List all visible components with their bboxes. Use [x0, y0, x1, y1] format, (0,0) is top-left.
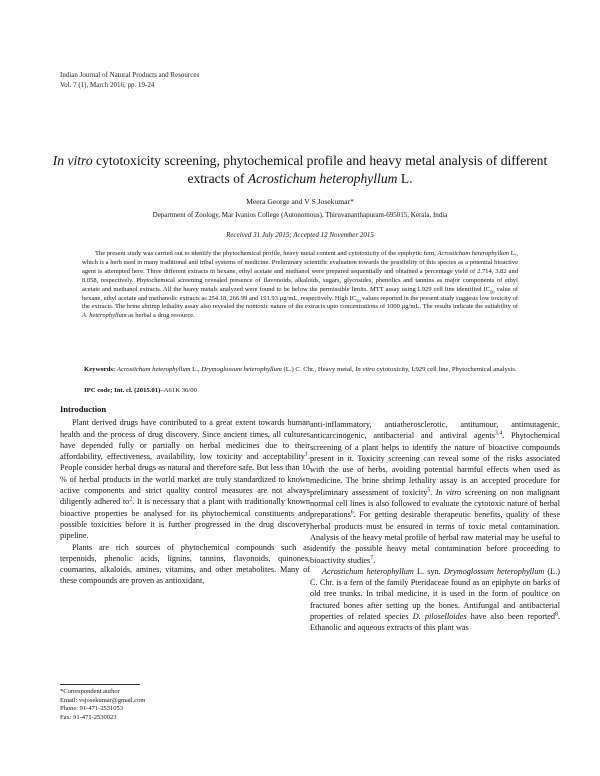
affiliation: Department of Zoology, Mar Ivanios College (Autonomous), Thiruvananthapuram-695015, Kerala, India — [152, 211, 448, 219]
paragraph: Plants are rich sources of phytochemical compounds such as terpenoids, phenolic acids, lignins, tannins, flavonoids, quinones, coumarins, alkaloids, amines, vitamins, and other metabolites. Many of these compounds are proven as antioxidant, — [60, 542, 310, 586]
abstract-subscript: 50 — [355, 297, 361, 303]
section-heading-introduction: Introduction — [60, 404, 107, 414]
keyword-sep: L., — [190, 366, 202, 373]
abstract-species: Acrostichum heterophyllum — [437, 250, 510, 257]
paragraph-text: . People consider herbal drugs as natural and therefore safe. But less than 10 % of herbal products in the world market are truly standardized to known active components and strict quality control measures are not always diligently adhered to — [60, 452, 310, 507]
paragraph-text: . Phytochemical screening of a plant helps to identify the nature of bioactive compounds present in it. Toxicity screening can reveal some of the risks associated with the use of herbs, avoiding potential harmful effects when used as medicine. The brine shrimp lethality assay is an accepted procedure for preliminary assessment of toxicity — [310, 431, 560, 497]
title-tail: L. — [397, 171, 413, 186]
footnote-email: Email: vsjosekumar@gmail.com — [60, 696, 146, 704]
paper-title — [50, 152, 550, 188]
keyword: Acrostichum heterophyllum — [116, 366, 191, 373]
paragraph — [60, 417, 310, 541]
journal-volume: Vol. 7 (1), March 2016, pp. 19-24 — [60, 80, 155, 89]
citation: 3,4 — [494, 430, 503, 437]
paragraph — [310, 566, 560, 634]
title-text: cytotoxicity screening, phytochemical profile and heavy metal analysis of different extracts of — [92, 153, 548, 186]
citation: 2 — [129, 496, 133, 503]
abstract-text: value of hexane, ethyl acetate and methanolic extracts as 254.18, 266.99 and 191.93 µg/mL, respectively. High IC — [82, 285, 518, 302]
footnote — [60, 688, 145, 722]
received-dates: Received 31 July 2015; Accepted 12 November 2015 — [226, 231, 374, 239]
footnote-phone: Phone: 91-471-2531053 — [60, 705, 124, 712]
paragraph-text: . Ethanolic and aqueous extracts of this plant was — [310, 612, 560, 633]
paragraph-text: . For getting desirable therapeutic benefits, quality of these herbal products must be ensured in terms of toxic metal contamination. Analysis of the heavy metal profile of herbal raw material may be useful to identify the possible heavy metal contamination before proceeding to bioactivity studies — [310, 510, 560, 565]
left-column — [60, 404, 310, 587]
abstract-text: The present study was carried out to identify the phytochemical profile, heavy metal content and cytotoxicity of the epiphytic fern, — [95, 250, 438, 257]
paragraph-italic: Drymoglossum heterophyllum — [443, 566, 545, 576]
citation: 1 — [305, 451, 308, 458]
paragraph-text: (L.) C. Chr. is a fern of the family Pteridaceae found as an epiphyte on barks of old tree trunks. In tribal medicine, it is used in the form of poultice on fractured bones after setting up the bones. Antifungal and antibacterial properties of related species — [310, 566, 561, 622]
paragraph — [310, 419, 560, 566]
right-column — [310, 419, 560, 634]
paragraph-text: . It is necessary that a plant with traditionally known bioactive properties be analysed for its phytochemical constituents and possible toxicities before it is further progressed in the drug discovery pipeline. — [60, 497, 310, 541]
paragraph-text: screening on non malignant normal cell lines is also followed to evaluate the cytotoxic nature of herbal preparations — [310, 487, 560, 520]
keyword: cytotoxicity, L929 cell line, Phytochemical analysis. — [374, 366, 517, 373]
abstract-subscript: 50 — [489, 288, 495, 294]
citation: 6 — [350, 509, 354, 516]
footnote-divider — [60, 684, 140, 685]
journal-name: Indian Journal of Natural Products and Resources — [60, 71, 200, 79]
keyword: Drymoglossum heterophyllum — [201, 366, 282, 373]
citation: 7 — [370, 554, 374, 561]
citation: 5 — [427, 487, 431, 494]
keyword: (L.) C. Chr., Heavy metal, — [281, 366, 356, 373]
paragraph-italic: D. piloselloides — [412, 612, 467, 622]
paragraph-text: . — [373, 555, 376, 565]
paragraph-text: have also been reported — [466, 612, 556, 622]
journal-header — [60, 71, 199, 90]
paragraph-italic: In vitro — [435, 487, 462, 497]
title-italic-lead: In vitro — [52, 153, 93, 168]
abstract-text: L., which is a herb used in many traditional and tribal systems of medicine. Preliminary scientific evaluation towards the possibility of this species as a potential bioactive agent is attempted here. Three different extracts in hexane, ethyl acetate and methanol were prepared sequentially and obtained a percentage yield of 2.714, 3.82 and 8.058, respectively. Phytochemical screening revealed presence of flavonoids, alkaloids, sugars, glycosides, phenolics and tannins as major components of ethyl acetate and methanol extracts. All the heavy metals analyzed were found to be below the permissible limits. MTT assay using L929 cell line identified IC — [82, 250, 518, 293]
citation: 8 — [555, 611, 558, 618]
paragraph-text: L. syn. — [413, 566, 444, 576]
abstract — [82, 250, 518, 321]
paragraph-text: anti-inflammatory, antiatherosclerotic, antitumour, antimutagenic, anticarcinogenic, antibacterial and antiviral agents — [310, 420, 560, 441]
footnote-fax: Fax: 91-471-2530023 — [60, 713, 117, 721]
title-species: Acrostichum heterophyllum — [247, 171, 398, 186]
ipc-label: IPC code; Int. cl. (2015.01) — [84, 387, 161, 394]
ipc-value: –A61K 36/00 — [160, 387, 197, 394]
paragraph-italic: Acrostichum heterophyllum — [322, 566, 414, 576]
footnote-correspondent: *Correspondent author — [60, 688, 120, 695]
paragraph-text: . — [430, 487, 436, 497]
abstract-text: values reported in the present study suggests low toxicity of the extracts. The brine shrimp lethality assay also revealed the nontoxic nature of the extracts upto concentrations of 1000 µg/mL. The results indicate the suitability of — [82, 294, 518, 311]
paragraph-text: Plant derived drugs have contributed to a great extent towards human health and the process of drug discovery. Since ancient times, all cultures have depended fully or partially on herbal medicines due to their affordability, effectiveness, availability, low toxicity and acceptability — [60, 418, 310, 462]
abstract-species: A. heterophyllum — [82, 312, 127, 320]
abstract-text: as herbal a drug resource. — [126, 312, 195, 320]
authors: Meera George and V S Josekumar* — [246, 197, 354, 206]
keywords — [84, 365, 534, 374]
ipc-code — [84, 387, 197, 394]
keyword: In vitro — [355, 366, 375, 373]
keywords-label: Keywords: — [84, 366, 116, 373]
